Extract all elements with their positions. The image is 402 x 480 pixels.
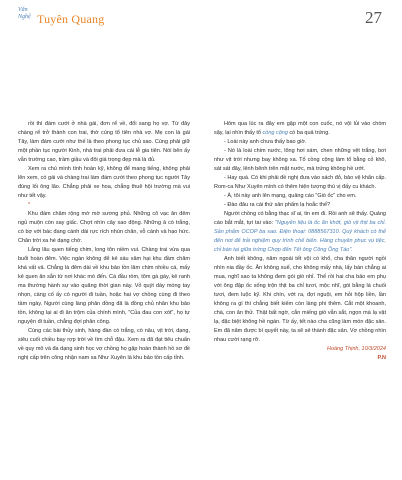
left-column xyxy=(18,120,190,363)
advert-quote: "Nguyên liệu là ốc ăn khớt, giò vịt thịt ba chỉ. Sản phẩm OCOP ba sao. Điện thoại: 0888567310. Quý khách có thể đến nơi để trải nghiệm quy trình chế biến. Hàng chuyên phục vụ tiệc, chỉ bán tại giữa trứng Chợp đến Tết ông Công Ông Táo". xyxy=(214,220,386,253)
masthead-prefix: Văn Nghệ xyxy=(18,7,31,20)
paragraph: - À, tôi này anh lên mạng, quảng cáo "Giò ốc" cho em. xyxy=(224,193,357,199)
paragraph: Xem ra chú mình tính hoàn kỹ, không để mang tiếng, không phải lên xem, có gái và chàng trai làm đám cưới theo phong tục người Tây đúng lối ông lão. Chẳng phải xe hoa, chẳng thuê hội trường mà vui như tết vậy. xyxy=(18,166,190,199)
author-signature: Hoàng Thịnh, 10/3/2024 xyxy=(326,346,386,352)
author-initials: P.N xyxy=(377,355,386,361)
paragraph: rồi thì đám cưới ở nhà gái, đơn rể về, đổi sang họ vợ. Từ đây chàng rể trở thành con trai, thờ cúng tổ tiên nhà vợ. Mẹ con là gái Tây, làm đám cưới như thế là theo phong tục chủ sao. Cùng phải giữ một phần tục người Kinh, nhà trai phải đưa cái lễ gia tiên. Nói bên ấy vẫn trường cao, trầm giầu và đôi giá trọng đẹp mà là đủ. xyxy=(18,121,190,163)
paragraph: Cùng các bài thủy sinh, hàng đàn cò trắng, cò nâu, vịt trời, dạng, siêu cuối chiều bay rợp trời về tìm chỗ đậu. Xem ra đã đạt tiêu chuẩn về quy mô và đa dạng sinh học vợ chồng họ gặp hoàn thành hồ sơ đề nghị cấp trên công nhận nam sa Như Xuyên là khu bảo tồn cấp tỉnh. xyxy=(18,328,190,361)
right-column xyxy=(214,120,386,363)
paragraph-text: Người chồng có bằng thạc sĩ ai, tin em đi. Rồi anh sẽ thấy. Quảng cáo bắt mắt, tựi tai vào: xyxy=(214,211,386,226)
section-marker: * xyxy=(28,202,31,208)
paragraph: - Nó là loài chim nước, lông hơi xám, chen những vệt trắng, bơi như vịt trời nhưng bay không xa. Tổ cồng cộng làm tổ bằng cỏ khô, sát sát đây, lênh bênh trên mặt nước, mà trứng không hề ướt. xyxy=(214,148,386,172)
masthead-title: Tuyên Quang xyxy=(37,12,105,26)
paragraph: Anh biết không, năm ngoái tết vội có khổ, cha thân người ngồi nhìn nia đầy ốc. Ăn không xuể, cho không mấy nhà, lấy bán chẳng ai mua, nghĩ sao ta không đem gói giò nhỉ. Thế rồi hai cha bảo em phụ với ông đập ốc sống trộn thịt ba chỉ tươi, mộc nhĩ, gói bằng lá chuối tươi, đem luộc kỹ. Khi chín, vớt ra, đợi nguội, em hỏi hộp liền, lần không ra gì thì chẳng biết kiếm còn làng phi thêm. Cắt một khoanh, chà, con ăn thử. Thật bất ngờ, cắn miếng giò vẫn sắt, ngọn mà lạ vật lạ, đặc biệt không hề ngán. Từ ấy, tết nào cha cũng làm món đặc sản. Em đã năm được bí quyết này, ta sẽ sẻ thành đặc sản. Vợ chồng nhìn nhau cười rạng rỡ. xyxy=(214,256,386,343)
bird-name-quote: cồng cộng xyxy=(262,130,288,136)
masthead xyxy=(18,7,105,27)
paragraph: - Đào đâu ra cái thứ sản phẩm lạ hoắc thế? xyxy=(224,202,331,208)
page-header xyxy=(0,0,402,40)
paragraph: - Loài này anh chưa thấy bao giờ. xyxy=(224,139,307,145)
paragraph xyxy=(214,210,386,255)
paragraph: Khu đám chăm rộng mờ mờ sương phủ. Những cô vạc ăn đêm ngủ muộn còn say giấc. Chợt nhìn cây xao động. Những ả cò trắng, cò bợ với bác đang cánh dài rực rích nhún chân, vỗ cánh và hạo hức. Chân trời xa hé dạng chớ. xyxy=(18,211,190,244)
paragraph: Hôm qua lúc ra đây em gặp một con cuốc, nó vội lủi vào chòm sậy, lại nhìn thấy tổ cồng cộng có ba quả trứng. xyxy=(214,121,386,136)
page-number: 27 xyxy=(365,8,382,27)
paragraph: Lắng lâu quen tiếng chim, long tôn niềm vui. Chàng trai vừa qua buổi hoàn đêm. Việc ngàn không để kẻ sáu xâm hại khu đầm chăm khá vất vả. Chẳng là đêm dài về khu bảo tồn lâm chim nhiều cá, mấy kẻ quen ăn sẵn từ nơi khác mò đến. Cá đầu ròm, tôm gà gáy, kẻ ranh ma thường hành sự vào quãng thời gian này. Vỏ quýt dày móng tay nhọn, càng cố ấy có người đi tuần, hoặc hai vợ chồng cùng đi theo tầm ngày. Người cùng làng phân đồng đã là đồng chủ nhân khu bảo tồn, không lại ai đi ăn trộm của chính mình, "Của đau con xót", họ tự nguyện đi tuần, chẳng đợi phân công. xyxy=(18,247,190,325)
paragraph: - Hay quá. Có khi phải đề nghị đưa vào sách đỏ, bảo vệ khẩn cấp. Rom-ca Như Xuyên mình có thêm hiện tượng thú vị đấy cu khách. xyxy=(214,175,386,190)
